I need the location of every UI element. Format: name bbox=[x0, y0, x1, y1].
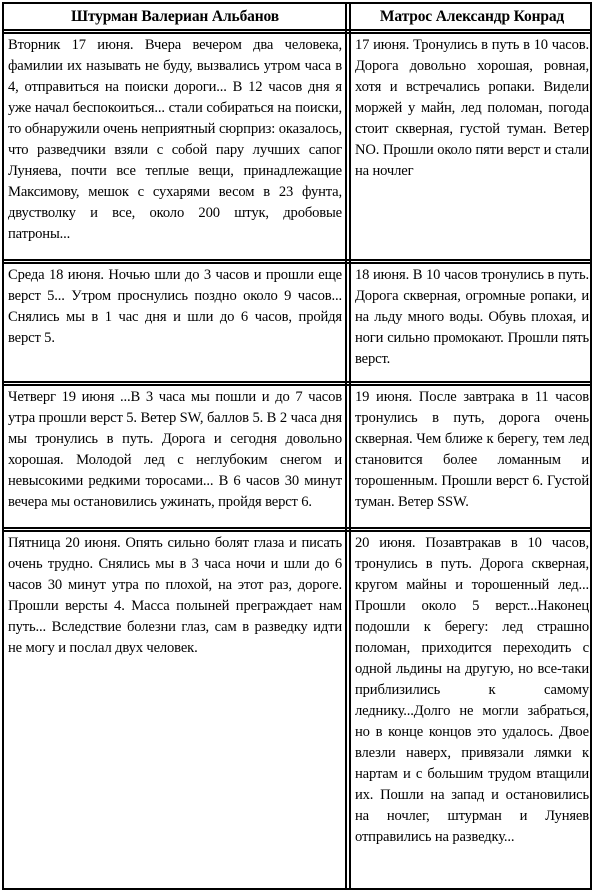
row-2-konrad bbox=[355, 265, 589, 370]
header-konrad: Матрос Александр Конрад bbox=[379, 8, 565, 25]
row-3-konrad-text: 19 июня. После завтрака в 11 часов тронулись в путь, дорога очень скверная. Чем ближе к берегу, тем лед становится более ломанным и торошенным. Прошли верст 6. Густой туман. Ветер SSW. bbox=[355, 389, 589, 510]
row-divider-3-inner bbox=[4, 530, 590, 532]
row-1-albanov bbox=[8, 35, 342, 245]
row-4-konrad-text: 20 июня. Позавтракав в 10 часов, тронулись в путь. Дорога скверная, кругом майны и торошенный лед... Прошли около 5 верст...Наконец подошли к берегу: лед страшно поломан, приходится переходить с одной льдины на другую, но все-таки приблизились к самому леднику...Долго не могли забраться, но в конце концов это удалось. Двое влезли наверх, привязали лямки к нартам и с большим трудом втащили их. Пошли на запад и остановились на ночлег, штурман и Луняев отправились на разведку... bbox=[355, 535, 589, 845]
column-divider-inner bbox=[349, 4, 351, 888]
row-divider-1-inner bbox=[4, 262, 590, 264]
row-3-albanov bbox=[8, 387, 342, 513]
header-divider bbox=[4, 29, 590, 31]
row-divider-1 bbox=[4, 259, 590, 261]
row-4-konrad bbox=[355, 533, 589, 848]
header-divider-inner bbox=[4, 32, 590, 34]
row-2-konrad-text: 18 июня. В 10 часов тронулись в путь. Дорога скверная, огромные ропаки, и на льду много воды. Обувь плохая, и ноги сильно промокают. Прошли пять верст. bbox=[355, 267, 589, 367]
row-2-albanov-text: Среда 18 июня. Ночью шли до 3 часов и прошли еще верст 5... Утром проснулись поздно около 9 часов... Снялись мы в 1 час дня и шли до 6 часов, пройдя верст 5. bbox=[8, 267, 342, 346]
column-divider bbox=[345, 4, 347, 888]
row-4-albanov-text: Пятница 20 июня. Опять сильно болят глаза и писать очень трудно. Снялись мы в 3 часа ночи и шли до 6 часов 30 минут утра по плохой, на этот раз, дороге. Прошли версты 4. Масса полыней преграждает нам путь... Вследствие болезни глаз, сам в разведку идти не могу и послал двух человек. bbox=[8, 535, 342, 656]
row-4-albanov bbox=[8, 533, 342, 659]
row-1-albanov-text: Вторник 17 июня. Вчера вечером два человека, фамилии их называть не буду, вызвались утром часа в 4, отправиться на поиски дороги... В 12 часов дня я уже начал беспокоиться... стали собираться на поиски, то обнаружили очень неприятный сюрприз: оказалось, что разведчики взяли с собой пару лучших сапог Луняева, почти все теплые вещи, принадлежащие Максимову, мешок с сухарями весом в 23 фунта, двустволку и все, около 200 штук, дробовые патроны... bbox=[8, 37, 342, 242]
row-1-konrad bbox=[355, 35, 589, 182]
row-divider-2-inner bbox=[4, 384, 590, 386]
row-1-konrad-text: 17 июня. Тронулись в путь в 10 часов. Дорога довольно хорошая, ровная, хотя и встречались ропаки. Видели моржей у майн, лед поломан, погода стоит скверная, густой туман. Ветер NO. Прошли около пяти верст и стали на ночлег bbox=[355, 37, 589, 179]
diary-comparison-table bbox=[2, 2, 592, 890]
row-3-albanov-text: Четверг 19 июня ...В 3 часа мы пошли и до 7 часов утра прошли верст 5. Ветер SW, баллов 5. В 2 часа дня мы тронулись в путь. Дорога и сегодня довольно хорошая. Молодой лед с неглубоким снегом и невысокими редкими торосами... В 6 часов 30 минут вечера мы остановились ужинать, пройдя верст 6. bbox=[8, 389, 342, 510]
row-divider-3 bbox=[4, 527, 590, 529]
row-2-albanov bbox=[8, 265, 342, 349]
row-3-konrad bbox=[355, 387, 589, 513]
header-albanov: Штурман Валериан Альбанов bbox=[71, 8, 279, 25]
row-divider-2 bbox=[4, 381, 590, 383]
